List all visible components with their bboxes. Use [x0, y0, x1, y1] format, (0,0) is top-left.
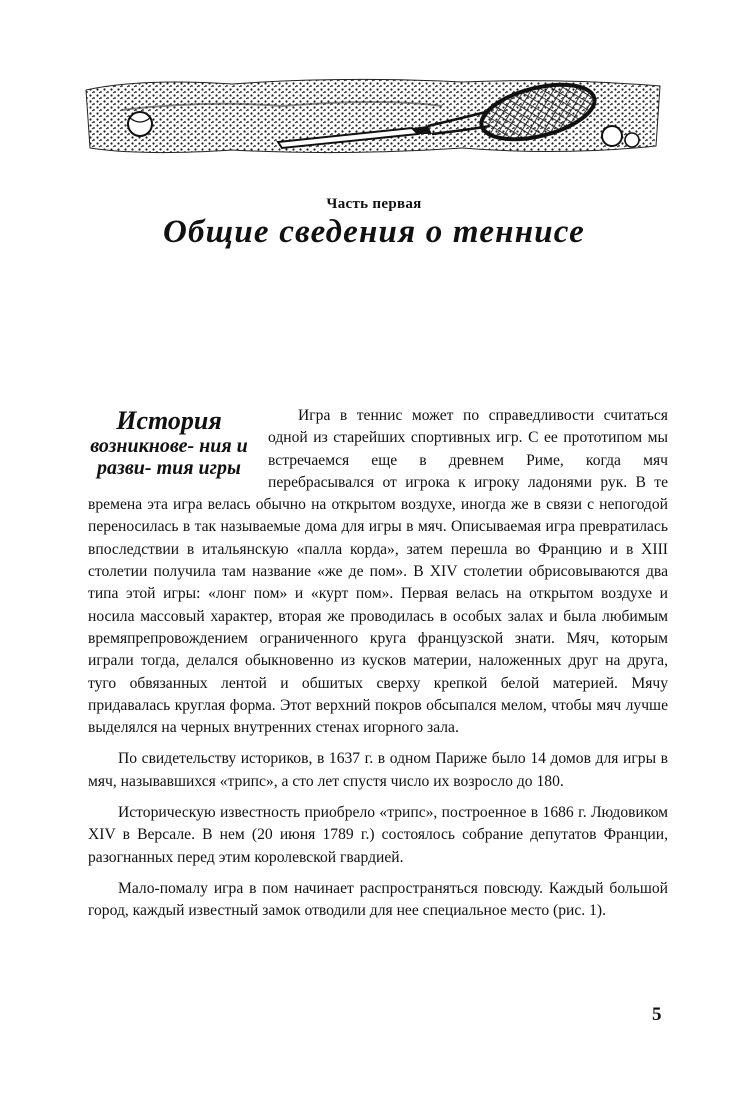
- section-heading-rest: возникнове- ния и разви- тия игры: [90, 435, 248, 479]
- page-number: 5: [652, 1004, 662, 1025]
- article-section: [88, 405, 668, 932]
- body-paragraph: Мало-помалу игра в пом начинает распространяться повсюду. Каждый большой город, каждый известный замок отводили для нее специальное место (рис. 1).: [88, 879, 668, 920]
- section-heading: [88, 407, 250, 479]
- tennis-racket-banner-illustration: [82, 76, 664, 158]
- body-paragraph: Игра в теннис может по справедливости считаться одной из старейших спортивных игр. С ее прототипом мы встречаемся еще в древнем Риме, когда мяч перебрасывался от игрока к игроку ладонями рук. В те времена эта игра велась обычно на открытом воздухе, иногда же в связи с непогодой переносилась в так называемые дома для игры в мяч. Описываемая игра превратилась впоследствии в итальянскую «палла корда», затем перешла во Францию и в XIII столетии получила там название «же де пом». В XIV столетии обрисовываются два типа этой игры: «лонг пом» и «курт пом». Первая велась на открытом воздухе и носила массовый характер, вторая же проводилась в особых залах и была любимым времяпрепровождением ограниченного круга французской знати. Мяч, которым играли тогда, делался обыкновенно из кусков материи, наложенных друг на друга, туго обвязанных лентой и обшитых сверху крепкой белой материей. Мячу придавалась круглая форма. Этот верхний покров обсыпался мелом, чтобы мяч лучше выделялся на черных внутренних стенах игорного зала.: [88, 407, 668, 737]
- body-paragraph: По свидетельству историков, в 1637 г. в одном Париже было 14 домов для игры в мяч, называвшихся «трипс», а сто лет спустя число их возросло до 180.: [88, 750, 668, 790]
- part-label: Часть первая: [326, 196, 422, 212]
- body-paragraph: Историческую известность приобрело «трипс», построенное в 1686 г. Людовиком XIV в Версале. В нем (20 июня 1789 г.) состоялось собрание депутатов Франции, разогнанных перед этим королевской гвардией.: [88, 804, 668, 866]
- section-heading-line1: История: [116, 406, 222, 435]
- page-title: Общие сведения о теннисе: [162, 214, 586, 250]
